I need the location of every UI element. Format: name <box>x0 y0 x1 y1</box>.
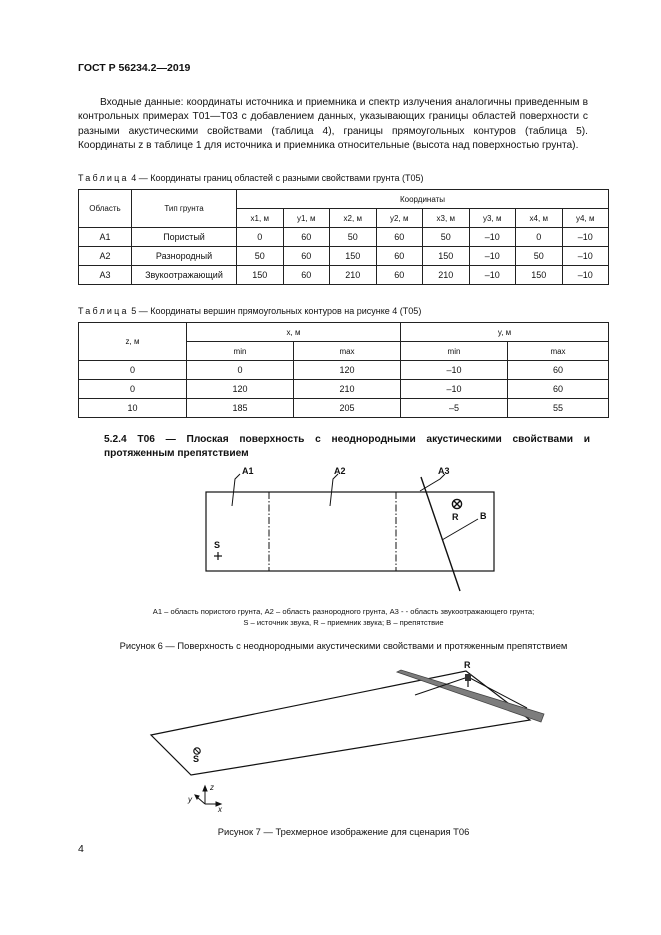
table4-cell: –10 <box>469 228 516 247</box>
figure7-caption: Рисунок 7 — Трехмерное изображение для сценария Т06 <box>217 826 470 837</box>
table4-cell: 0 <box>516 228 563 247</box>
table5-cell: –5 <box>401 399 508 418</box>
table4-cell: –10 <box>469 266 516 285</box>
table4-cell: 50 <box>237 247 284 266</box>
table4-header-coords: Координаты <box>237 190 609 209</box>
table4-cell: 150 <box>237 266 284 285</box>
table4-coord-header: y3, м <box>469 209 516 228</box>
table4-coord-header: y1, м <box>283 209 330 228</box>
table5-cell: 120 <box>187 380 294 399</box>
table4-cell: –10 <box>469 247 516 266</box>
table5-sub-header: min <box>401 342 508 361</box>
label-s-3d: S <box>193 754 200 764</box>
section-heading: 5.2.4 Т06 — Плоская поверхность с неоднородными акустическими свойствами и протяженным препятствием <box>104 434 590 459</box>
table4-caption-label: Таблица <box>78 173 129 183</box>
label-r-3d: R <box>464 660 471 670</box>
ground-plane <box>151 671 530 775</box>
table5-sub-header: max <box>508 342 609 361</box>
table4-coord-header: x4, м <box>516 209 563 228</box>
table4-cell: 210 <box>423 266 470 285</box>
label-a1: А1 <box>242 466 254 476</box>
label-b: В <box>480 511 487 521</box>
table4-cell: –10 <box>562 266 609 285</box>
table5-caption-text: 5 — Координаты вершин прямоугольных контуров на рисунке 4 (Т05) <box>131 306 422 316</box>
table4-cell: 150 <box>423 247 470 266</box>
table5-cell: 0 <box>187 361 294 380</box>
table5-cell: –10 <box>401 380 508 399</box>
table5-header-z: z, м <box>79 323 187 361</box>
table5-caption-label: Таблица <box>78 306 129 316</box>
table4-cell-type: Разнородный <box>132 247 237 266</box>
table5-sub-header: max <box>294 342 401 361</box>
table4-cell: 50 <box>423 228 470 247</box>
table5-cell: 185 <box>187 399 294 418</box>
table4-cell: 0 <box>237 228 284 247</box>
table5-cell-z: 10 <box>79 399 187 418</box>
axes-icon <box>195 786 221 806</box>
table4-cell: 60 <box>283 228 330 247</box>
table4-cell: 150 <box>516 266 563 285</box>
figure6-legend-line2: S – источник звука, R – приемник звука; В – препятствие <box>243 617 444 627</box>
table5-cell: 120 <box>294 361 401 380</box>
table5-cell: 55 <box>508 399 609 418</box>
table5-cell: 210 <box>294 380 401 399</box>
axis-label-z: z <box>210 783 214 792</box>
table4-cell-area: А1 <box>79 228 132 247</box>
figure6-caption: Рисунок 6 — Поверхность с неоднородными акустическими свойствами и протяженным препятствием <box>119 640 568 651</box>
label-r: R <box>452 512 459 522</box>
table5-sub-header: min <box>187 342 294 361</box>
axis-label-x: x <box>218 805 222 814</box>
table5-header-y: y, м <box>401 323 609 342</box>
table4-cell: 60 <box>283 247 330 266</box>
table4-coord-header: x2, м <box>330 209 377 228</box>
table5-cell: 205 <box>294 399 401 418</box>
table4-header-type: Тип грунта <box>132 190 237 228</box>
table5-cell-z: 0 <box>79 361 187 380</box>
table5-header-x: x, м <box>187 323 401 342</box>
label-a2: А2 <box>334 466 346 476</box>
table4-cell: 60 <box>376 266 423 285</box>
document-header: ГОСТ Р 56234.2—2019 <box>78 62 191 74</box>
table5-cell: 60 <box>508 380 609 399</box>
figure6-legend-line1: А1 – область пористого грунта, А2 – область разнородного грунта, А3 - - область звукоотражающего грунта; <box>152 607 535 616</box>
table4-cell-type: Пористый <box>132 228 237 247</box>
table4-cell-type: Звукоотражающий <box>132 266 237 285</box>
table4-coord-header: x3, м <box>423 209 470 228</box>
table4-cell: 60 <box>376 247 423 266</box>
table4-cell: –10 <box>562 228 609 247</box>
table4-cell: 60 <box>376 228 423 247</box>
axis-label-y: y <box>188 795 192 804</box>
table5-cell: –10 <box>401 361 508 380</box>
table4-cell: 60 <box>283 266 330 285</box>
table4-cell-area: А2 <box>79 247 132 266</box>
table4-cell: –10 <box>562 247 609 266</box>
table4-cell: 50 <box>516 247 563 266</box>
table5-cell: 60 <box>508 361 609 380</box>
intro-text: Входные данные: координаты источника и приемника и спектр излучения аналогичны приведенным в контрольных примерах Т01—Т03 с добавлением данных, указывающих границы областей поверхности с разными акустическими свойствами (таблица 4), границы прямоугольных контуров (таблица 5). Координаты z в таблице 1 для источника и приемника относительные (высота над поверхностью грунта). <box>78 97 588 151</box>
table4-header-area: Область <box>79 190 132 228</box>
table4-caption-text: 4 — Координаты границ областей с разными свойствами грунта (Т05) <box>131 173 424 183</box>
table5-cell-z: 0 <box>79 380 187 399</box>
table4-cell: 210 <box>330 266 377 285</box>
label-a3: А3 <box>438 466 450 476</box>
label-s: S <box>214 540 221 550</box>
table4-coord-header: x1, м <box>237 209 284 228</box>
table4-cell: 50 <box>330 228 377 247</box>
table4-cell-area: А3 <box>79 266 132 285</box>
table4-coord-header: y2, м <box>376 209 423 228</box>
table4-coord-header: y4, м <box>562 209 609 228</box>
table4-cell: 150 <box>330 247 377 266</box>
page-number: 4 <box>78 843 84 855</box>
